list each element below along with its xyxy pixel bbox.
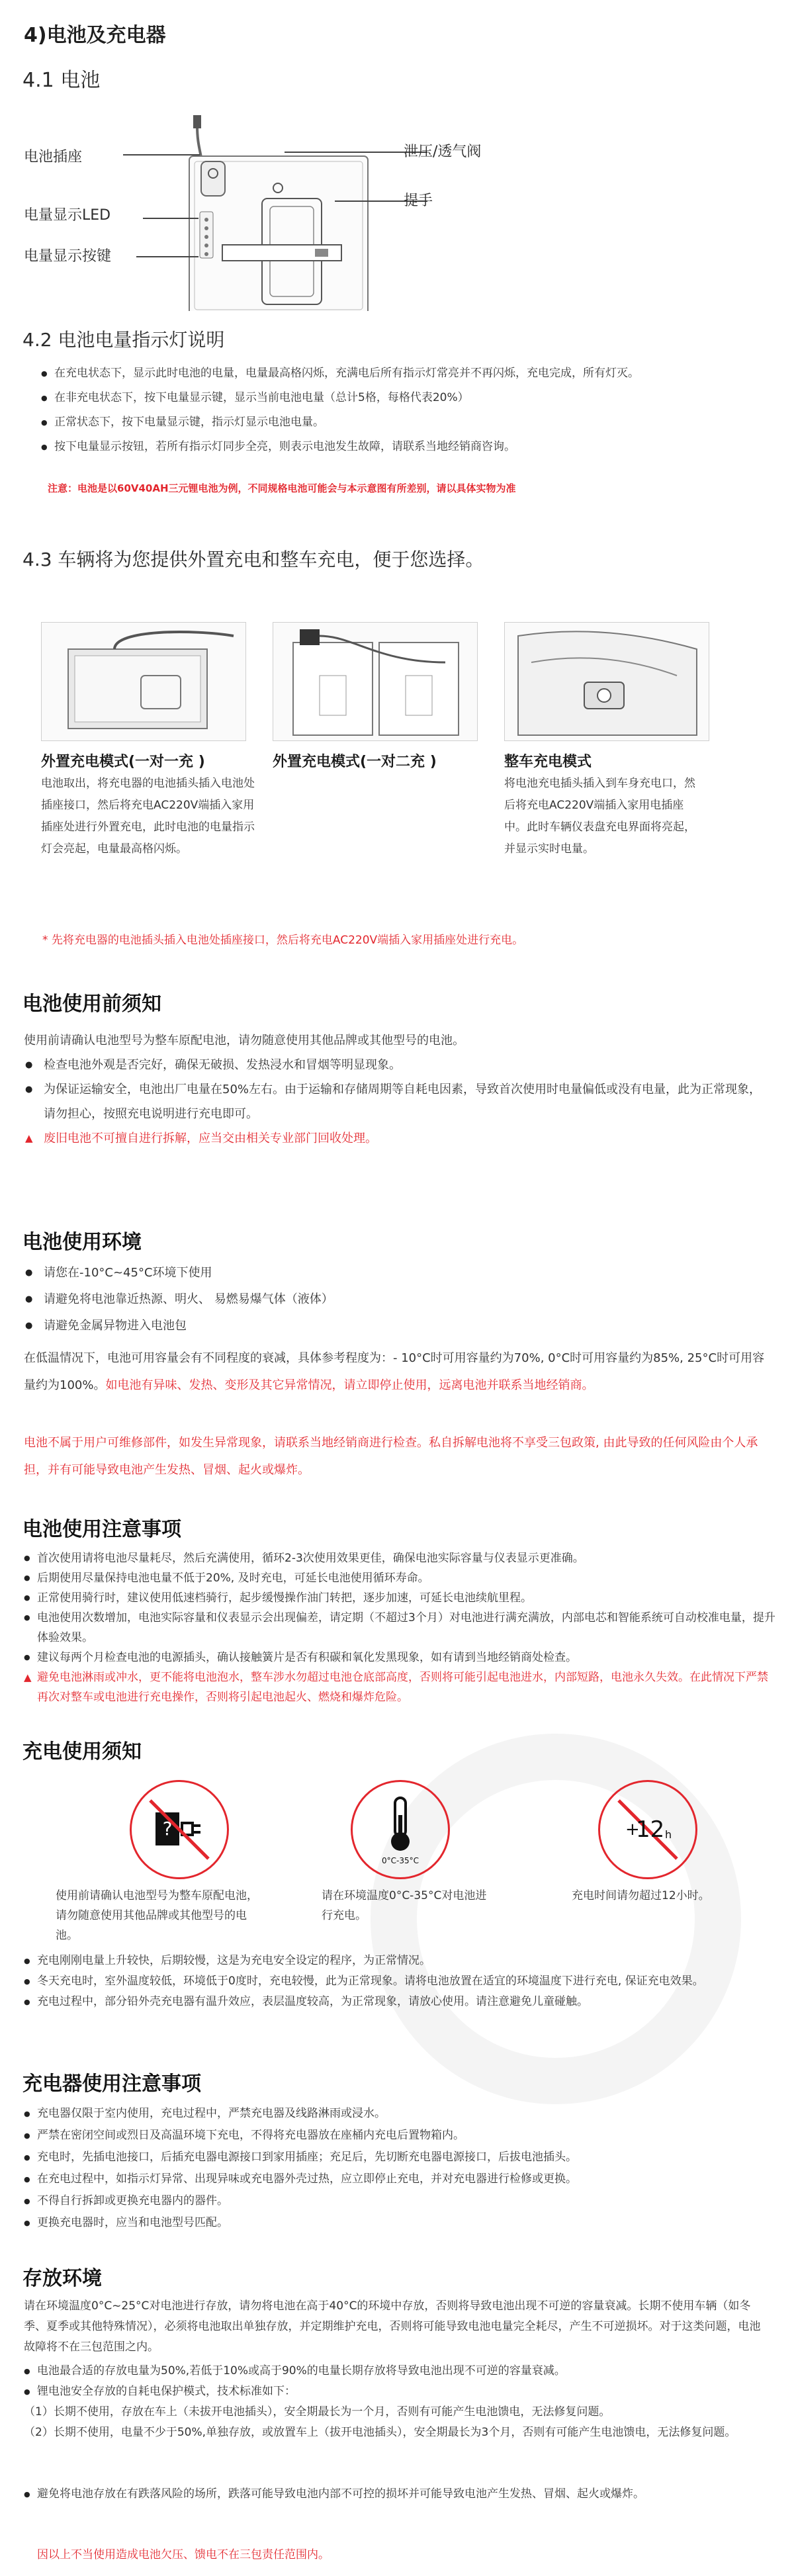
- external-charge-two-image: [273, 622, 478, 741]
- environment-para1-warning: 如电池有异味、发热、变形及其它异常情况，请立即停止使用，远离电池并联系当地经销商。: [105, 1378, 594, 1392]
- temperature-icon: [351, 1780, 450, 1879]
- storage-sub-1: （1）长期不使用，存放在车上（未拔开电池插头），安全期最长为一个月，否则有可能产生电池馈电，无法修复问题。: [24, 2405, 611, 2419]
- no-over-12h-icon: [598, 1780, 697, 1879]
- battery-note: 注意：电池是以60V40AH三元锂电池为例，不同规格电池可能会与本示意图有所差别，请以具体实物为准: [48, 482, 516, 494]
- storage-final-note: 因以上不当使用造成电池欠压、馈电不在三包责任范围内。: [37, 2548, 330, 2561]
- list-item: ● 避免将电池存放在有跌落风险的场所，跌落可能导致电池内部不可控的损坏并可能导致电池产生发热、冒烟、起火或爆炸。: [24, 2484, 772, 2505]
- precautions-list: [24, 1548, 778, 1707]
- list-item: ● 正常状态下，按下电量显示键，指示灯显示电池电量。: [41, 410, 775, 435]
- list-item: ● 在非充电状态下，按下电量显示键，显示当前电池电量（总计5格，每格代表20%）: [41, 386, 775, 410]
- list-item: ● 请您在-10°C~45°C环境下使用: [24, 1260, 772, 1286]
- mode2-title: 外置充电模式(一对二充 ): [273, 754, 437, 770]
- list-item: ● 请避免金属异物进入电池包: [24, 1313, 772, 1339]
- list-item: ● 更换充电器时，应当和电池型号匹配。: [24, 2212, 772, 2234]
- external-charge-one-image: [41, 622, 246, 741]
- hours-unit: h: [665, 1828, 672, 1841]
- label-valve: 泄压/透气阀: [404, 144, 482, 160]
- list-item: ● 不得自行拆卸或更换充电器内的器件。: [24, 2190, 772, 2212]
- list-item: ● 检查电池外观是否完好，确保无破损、发热浸水和冒烟等明显现象。: [24, 1053, 772, 1077]
- list-item-warning: ▲ 废旧电池不可擅自进行拆解，应当交由相关专业部门回收处理。: [24, 1126, 772, 1151]
- storage-last-list: [24, 2484, 772, 2505]
- before-use-intro: 使用前请确认电池型号为整车原配电池，请勿随意使用其他品牌或其他型号的电池。: [24, 1034, 464, 1047]
- storage-list: [24, 2361, 772, 2402]
- svg-text:+: +: [625, 1820, 640, 1840]
- environment-para1-text: 在低温情况下，电池可用容量会有不同程度的衰减，具体参考程度为：- 10°C时可用容量约为70%, 0°C时可用容量约为85%, 25°C时可用容量约为100%。: [24, 1351, 765, 1392]
- section-4-1-heading: 4.1 电池: [22, 69, 101, 92]
- list-item-warning: ▲ 避免电池淋雨或冲水，更不能将电池泡水，整车涉水勿超过电池仓底部高度，否则将可能引起电池进水，内部短路，电池永久失效。在此情况下严禁再次对整车或电池进行充电操作，否则将引起电池起火、燃烧和爆炸危险。: [24, 1667, 778, 1707]
- list-item: ● 请避免将电池靠近热源、明火、 易燃易爆气体（液体）: [24, 1286, 772, 1313]
- charging-list: [24, 1951, 765, 2012]
- svg-text:?: ?: [162, 1818, 173, 1840]
- charging-heading: 充电使用须知: [22, 1740, 142, 1763]
- label-power-led: 电量显示LED: [24, 207, 111, 224]
- charging-caption-3: 充电时间请勿超过12小时。: [572, 1889, 710, 1902]
- label-power-button: 电量显示按键: [24, 248, 112, 265]
- vehicle-charge-image: [504, 622, 709, 741]
- temperature-icon-label: 0°C-35°C: [382, 1856, 419, 1865]
- charger-list: [24, 2103, 772, 2234]
- section-4-2-heading: 4.2 电池电量指示灯说明: [22, 329, 225, 351]
- list-item: ● 充电刚刚电量上升较快，后期较慢，这是为充电安全设定的程序，为正常情况。: [24, 1951, 765, 1971]
- precautions-heading: 电池使用注意事项: [22, 1518, 181, 1541]
- section-4-3-heading: 4.3 车辆将为您提供外置充电和整车充电，便于您选择。: [22, 549, 484, 570]
- hours-value: 12: [636, 1816, 665, 1843]
- environment-para1: [24, 1345, 772, 1399]
- list-item: ● 正常使用骑行时，建议使用低速档骑行，起步缓慢操作油门转把，逐步加速，可延长电池续航里程。: [24, 1588, 778, 1608]
- charging-caption-1: 使用前请确认电池型号为整车原配电池，请勿随意使用其他品牌或其他型号的电池。: [56, 1889, 258, 1942]
- mode3-title: 整车充电模式: [504, 754, 592, 770]
- list-item: ● 充电时，先插电池接口，后插充电器电源接口到家用插座；充足后，先切断充电器电源接口，后拔电池插头。: [24, 2147, 772, 2168]
- storage-heading: 存放环境: [22, 2267, 102, 2290]
- list-item: ● 充电过程中，部分铅外壳充电器有温升效应，表层温度较高，为正常现象，请放心使用。请注意避免儿童碰触。: [24, 1992, 765, 2012]
- list-item: ● 在充电状态下，显示此时电池的电量，电量最高格闪烁，充满电后所有指示灯常亮并不再闪烁，充电完成，所有灯灭。: [41, 361, 775, 386]
- list-item: ● 严禁在密闭空间或烈日及高温环境下充电，不得将充电器放在座桶内充电后置物箱内。: [24, 2125, 772, 2147]
- environment-list: [24, 1260, 772, 1339]
- charger-heading: 充电器使用注意事项: [22, 2072, 201, 2096]
- list-item: ● 为保证运输安全，电池出厂电量在50%左右。由于运输和存储周期等自耗电因素，导致首次使用时电量偏低或没有电量，此为正常现象，请勿担心，按照充电说明进行充电即可。: [24, 1077, 772, 1126]
- mode1-title: 外置充电模式(一对一充 ): [41, 754, 205, 770]
- battery-diagram: [24, 112, 772, 311]
- list-item: ● 按下电量显示按钮，若所有指示灯同步全亮，则表示电池发生故障，请联系当地经销商咨询。: [41, 435, 775, 459]
- list-item: ● 充电器仅限于室内使用，充电过程中，严禁充电器及线路淋雨或浸水。: [24, 2103, 772, 2125]
- storage-sub-2: （2）长期不使用，电量不少于50%,单独存放，或放置车上（拔开电池插头），安全期最长为3个月，否则有可能产生电池馈电，无法修复问题。: [24, 2426, 736, 2439]
- list-item: ● 电池使用次数增加，电池实际容量和仪表显示会出现偏差，请定期（不超过3个月）对电池进行满充满放，内部电芯和智能系统可自动校准电量，提升体验效果。: [24, 1608, 778, 1648]
- list-item: ● 冬天充电时，室外温度较低，环境低于0度时，充电较慢，此为正常现象。请将电池放置在适宜的环境温度下进行充电, 保证充电效果。: [24, 1971, 765, 1992]
- charging-caption-2: 请在环境温度0°C-35°C对电池进行充电。: [322, 1889, 487, 1922]
- environment-heading: 电池使用环境: [22, 1231, 142, 1254]
- list-item: ● 首次使用请将电池尽量耗尽，然后充满使用，循环2-3次使用效果更佳，确保电池实际容量与仪表显示更准确。: [24, 1548, 778, 1568]
- storage-para: 请在环境温度0°C~25°C对电池进行存放，请勿将电池在高于40°C的环境中存放，否则将导致电池出现不可逆的容量衰减。长期不使用车辆（如冬季、夏季或其他特殊情况），必须将电池取出单独存放，并定期维护充电，否则将可能导致电池电量完全耗尽，产生不可逆损坏。对于这类问题，电池故障将不在三包范围之内。: [24, 2299, 761, 2354]
- label-handle: 提手: [404, 193, 433, 209]
- page-title: 4)电池及充电器: [24, 24, 166, 47]
- before-use-list: [24, 1053, 772, 1151]
- list-item: ● 建议每两个月检查电池的电源插头，确认接触簧片是否有积碳和氧化发黑现象，如有请到当地经销商处检查。: [24, 1648, 778, 1667]
- list-item: ● 电池最合适的存放电量为50%,若低于10%或高于90%的电量长期存放将导致电池出现不可逆的容量衰减。: [24, 2361, 772, 2381]
- before-use-heading: 电池使用前须知: [22, 993, 161, 1016]
- mode1-desc: 电池取出，将充电器的电池插头插入电池处插座接口，然后将充电AC220V端插入家用插座处进行外置充电，此时电池的电量指示灯会亮起，电量最高格闪烁。: [41, 777, 255, 856]
- no-other-charger-icon: [130, 1780, 229, 1879]
- mode3-desc: 将电池充电插头插入到车身充电口，然后将充电AC220V端插入家用电插座中。此时车辆仪表盘充电界面将亮起，并显示实时电量。: [504, 777, 695, 856]
- list-item: ● 在充电过程中，如指示灯异常、出现异味或充电器外壳过热，应立即停止充电，并对充电器进行检修或更换。: [24, 2168, 772, 2190]
- list-item: ● 锂电池安全存放的自耗电保护模式，技术标准如下：: [24, 2381, 772, 2402]
- charge-note: * 先将充电器的电池插头插入电池处插座接口，然后将充电AC220V端插入家用插座处进行充电。: [42, 934, 524, 947]
- list-item: ● 后期使用尽量保持电池电量不低于20%, 及时充电，可延长电池使用循环寿命。: [24, 1568, 778, 1588]
- label-battery-socket: 电池插座: [24, 149, 83, 165]
- environment-para2: 电池不属于用户可维修部件，如发生异常现象，请联系当地经销商进行检查。私自拆解电池将不享受三包政策, 由此导致的任何风险由个人承担，并有可能导致电池产生发热、冒烟、起火或爆炸。: [24, 1436, 758, 1477]
- indicator-list: [41, 361, 775, 459]
